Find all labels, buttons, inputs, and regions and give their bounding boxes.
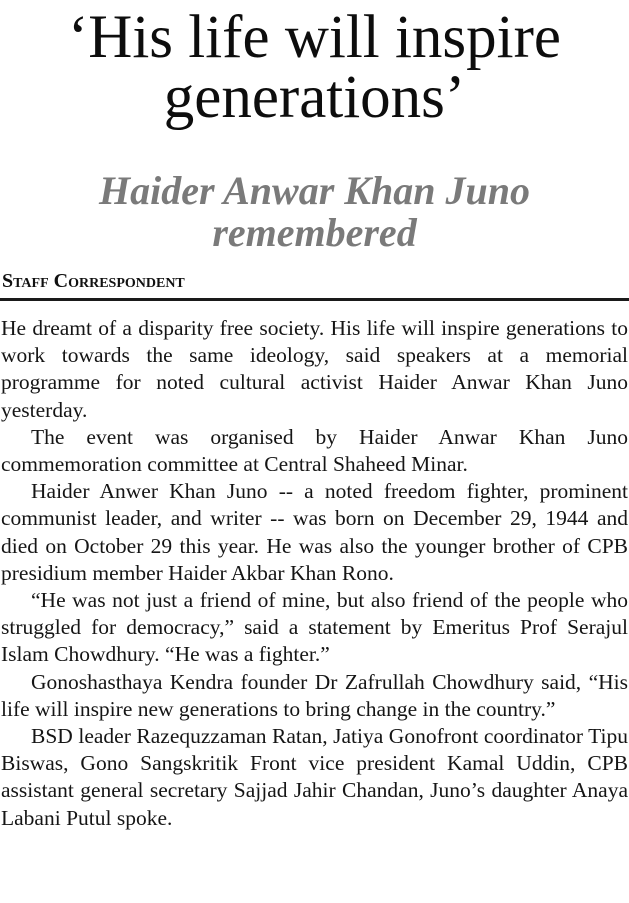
article-body [1,315,628,832]
paragraph: “He was not just a friend of mine, but also friend of the people who struggled for democracy,” said a statement by Emeritus Prof Serajul Islam Chowdhury. “He was a fighter.” [1,588,628,667]
paragraph: Gonoshasthaya Kendra founder Dr Zafrullah Chowdhury said, “His life will inspire new generations to bring change in the country.” [1,669,628,721]
paragraph: BSD leader Razequzzaman Ratan, Jatiya Gonofront coordinator Tipu Biswas, Gono Sangskritik Front vice president Kamal Uddin, CPB assistant general secretary Sajjad Jahir Chandan, Juno’s daughter Anaya Labani Putul spoke. [1,724,628,830]
headline-line-1: ‘His life will inspire [67,4,561,71]
paragraph: He dreamt of a disparity free society. His life will inspire generations to work towards the same ideology, said speakers at a memorial programme for noted cultural activist Haider Anwar Khan Juno yesterday. [1,316,628,422]
byline: Staff Correspondent [2,270,185,292]
subheadline-line-1: Haider Anwar Khan Juno [99,168,530,213]
subheadline [0,170,629,254]
subheadline-line-2: remembered [212,210,417,255]
headline-line-2: generations’ [163,64,466,131]
paragraph: The event was organised by Haider Anwar Khan Juno commemoration committee at Central Shaheed Minar. [1,424,628,477]
paragraph: Haider Anwer Khan Juno -- a noted freedom fighter, prominent communist leader, and writer -- was born on December 29, 1944 and died on October 29 this year. He was also the younger brother of CPB presidium member Haider Akbar Khan Rono. [1,479,628,585]
headline [0,4,629,131]
divider-rule [0,298,629,301]
